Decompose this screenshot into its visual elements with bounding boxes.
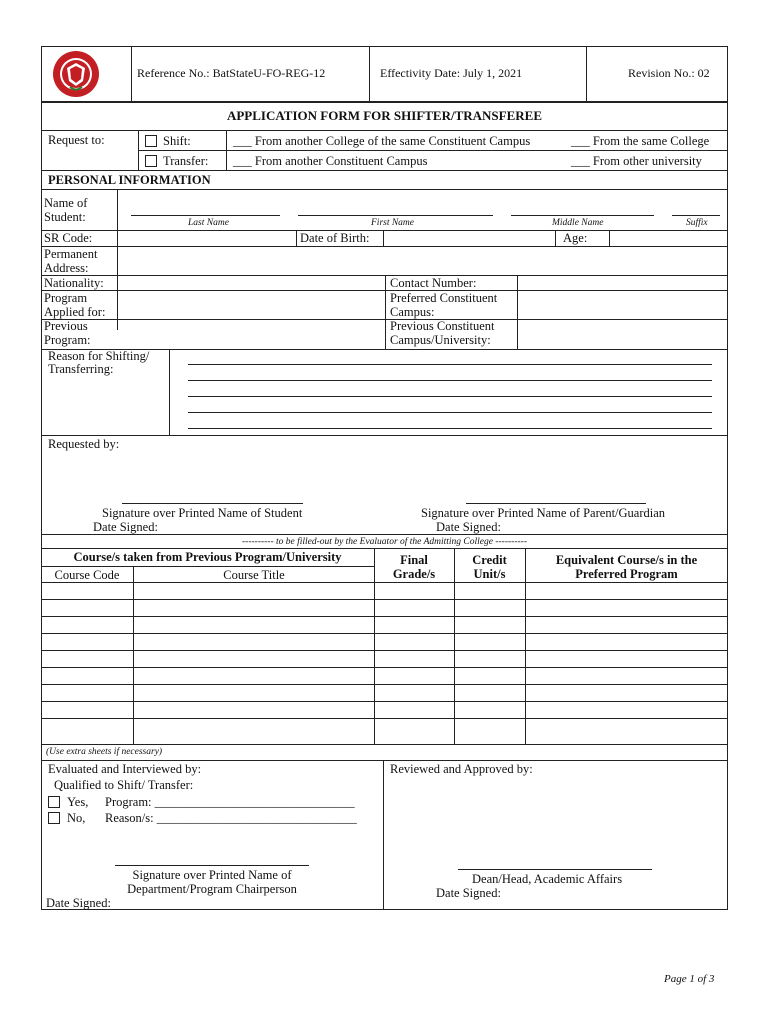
yes-checkbox[interactable] xyxy=(48,796,60,808)
evaluator-note: ---------- to be filled-out by the Evaluator of the Admitting College ---------- xyxy=(242,537,527,547)
evaluated-by-label: Evaluated and Interviewed by: xyxy=(48,762,202,776)
reference-number: Reference No.: BatStateU-FO-REG-12 xyxy=(137,66,326,80)
age-label: Age: xyxy=(563,231,588,245)
table-row[interactable] xyxy=(41,616,728,617)
shift-checkbox[interactable] xyxy=(145,135,157,147)
parent-signature-line[interactable] xyxy=(466,503,646,504)
university-seal-logo xyxy=(52,50,100,98)
extra-sheets-note: (Use extra sheets if necessary) xyxy=(46,747,163,757)
parent-signature-caption: Signature over Printed Name of Parent/Guardian xyxy=(421,506,666,520)
preferred-campus-label-2: Campus: xyxy=(390,305,435,319)
col-credit-1: Credit xyxy=(472,553,507,567)
reason-line-4[interactable] xyxy=(188,412,712,413)
table-row[interactable] xyxy=(41,684,728,685)
option-another-campus: ___ From another Constituent Campus xyxy=(233,154,428,168)
name-label-2: Student: xyxy=(44,210,86,224)
option-other-university: ___ From other university xyxy=(571,154,702,168)
col-grade-2: Grade/s xyxy=(392,567,436,581)
col-credit-2: Unit/s xyxy=(473,567,506,581)
effectivity-date: Effectivity Date: July 1, 2021 xyxy=(380,66,523,80)
revision-number: Revision No.: 02 xyxy=(628,66,710,80)
chair-signature-caption-1: Signature over Printed Name of xyxy=(132,868,292,882)
sr-code-input[interactable] xyxy=(118,231,296,246)
age-input[interactable] xyxy=(610,231,727,246)
nationality-label: Nationality: xyxy=(44,276,104,290)
sr-code-label: SR Code: xyxy=(44,231,93,245)
requested-by-label: Requested by: xyxy=(48,437,120,451)
contact-input[interactable] xyxy=(518,276,727,290)
form-title: APPLICATION FORM FOR SHIFTER/TRANSFEREE xyxy=(226,108,543,123)
preferred-campus-input[interactable] xyxy=(518,291,727,318)
program-field[interactable]: Program: ________________________________ xyxy=(105,795,355,809)
student-date-signed: Date Signed: xyxy=(93,520,158,534)
transfer-checkbox[interactable] xyxy=(145,155,157,167)
table-row[interactable] xyxy=(41,599,728,600)
reason-line-1[interactable] xyxy=(188,364,712,365)
student-signature-line[interactable] xyxy=(122,503,303,504)
dean-caption: Dean/Head, Academic Affairs xyxy=(472,872,623,886)
reviewed-by-label: Reviewed and Approved by: xyxy=(390,762,533,776)
reason-label-2: Transferring: xyxy=(48,362,114,376)
chair-date-signed: Date Signed: xyxy=(46,896,111,910)
reason-line-3[interactable] xyxy=(188,396,712,397)
courses-group-header: Course/s taken from Previous Program/University xyxy=(73,550,342,564)
contact-label: Contact Number: xyxy=(390,276,477,290)
middle-name-caption: Middle Name xyxy=(552,218,604,228)
yes-label: Yes, xyxy=(67,795,89,809)
parent-date-signed: Date Signed: xyxy=(436,520,501,534)
col-grade-1: Final xyxy=(400,553,428,567)
address-label-1: Permanent xyxy=(44,247,98,261)
prev-program-input[interactable] xyxy=(118,320,384,348)
prev-program-label-2: Program: xyxy=(44,333,91,347)
request-label: Request to: xyxy=(48,133,105,147)
dean-signature-line[interactable] xyxy=(458,869,652,870)
table-row[interactable] xyxy=(41,718,728,719)
option-same-campus: ___ From another College of the same Constituent Campus xyxy=(233,134,531,148)
student-signature-caption: Signature over Printed Name of Student xyxy=(102,506,303,520)
first-name-caption: First Name xyxy=(371,218,415,228)
prev-campus-label-2: Campus/University: xyxy=(390,333,491,347)
table-row[interactable] xyxy=(41,650,728,651)
reason-label-1: Reason for Shifting/ xyxy=(48,349,150,363)
last-name-caption: Last Name xyxy=(188,218,229,228)
program-label-2: Applied for: xyxy=(44,305,106,319)
address-input[interactable] xyxy=(118,247,727,274)
col-equiv-2: Preferred Program xyxy=(575,567,678,581)
col-course-code: Course Code xyxy=(54,568,120,582)
chair-signature-line[interactable] xyxy=(115,865,309,866)
no-label: No, xyxy=(67,811,86,825)
prev-campus-label-1: Previous Constituent xyxy=(390,319,495,333)
col-course-title: Course Title xyxy=(223,568,285,582)
name-label-1: Name of xyxy=(44,196,88,210)
address-label-2: Address: xyxy=(44,261,89,275)
qualified-label: Qualified to Shift/ Transfer: xyxy=(54,778,194,792)
chair-signature-caption-2: Department/Program Chairperson xyxy=(127,882,297,896)
prev-campus-input[interactable] xyxy=(518,320,727,348)
preferred-campus-label-1: Preferred Constituent xyxy=(390,291,498,305)
table-row[interactable] xyxy=(41,667,728,668)
reason-line-2[interactable] xyxy=(188,380,712,381)
option-same-college: ___ From the same College xyxy=(571,134,710,148)
program-input[interactable] xyxy=(118,291,384,318)
page-number: Page 1 of 3 xyxy=(664,973,715,985)
table-row[interactable] xyxy=(41,701,728,702)
suffix-caption: Suffix xyxy=(686,218,708,228)
prev-program-label-1: Previous xyxy=(44,319,88,333)
transfer-label: Transfer: xyxy=(163,154,209,168)
nationality-input[interactable] xyxy=(118,276,384,290)
dob-input[interactable] xyxy=(384,231,554,246)
program-label-1: Program xyxy=(44,291,88,305)
personal-info-heading: PERSONAL INFORMATION xyxy=(48,173,211,187)
table-row[interactable] xyxy=(41,633,728,634)
reason-line-5[interactable] xyxy=(188,428,712,429)
reasons-field[interactable]: Reason/s: ________________________________ xyxy=(105,811,357,825)
dean-date-signed: Date Signed: xyxy=(436,886,501,900)
shift-label: Shift: xyxy=(163,134,191,148)
dob-label: Date of Birth: xyxy=(300,231,370,245)
col-equiv-1: Equivalent Course/s in the xyxy=(555,553,698,567)
no-checkbox[interactable] xyxy=(48,812,60,824)
